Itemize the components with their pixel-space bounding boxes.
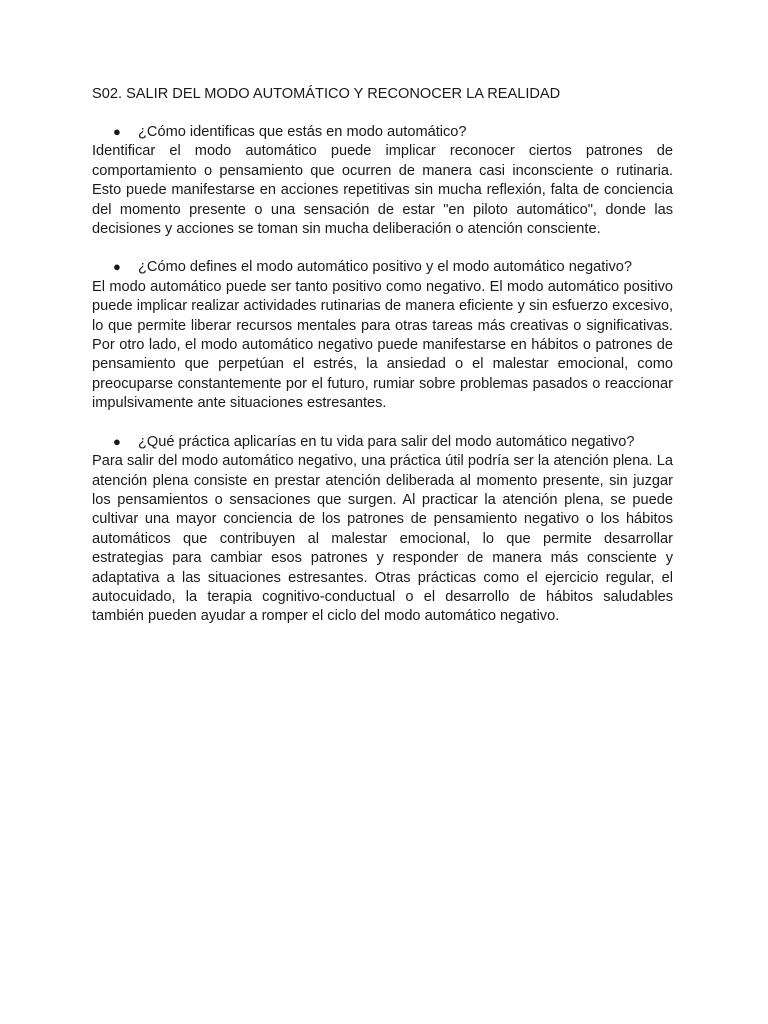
section-2 (92, 257, 673, 413)
question-1-text: ¿Cómo identificas que estás en modo automático? (138, 124, 467, 140)
bullet-icon: ● (113, 433, 121, 449)
answer-1: Identificar el modo automático puede implicar reconocer ciertos patrones de comportamiento o pensamiento que ocurren de manera casi inconsciente o rutinaria. Esto puede manifestarse en acciones repetitivas sin mucha reflexión, falta de conciencia del momento presente o una sensación de estar "en piloto automático", donde las decisiones y acciones se toman sin mucha deliberación o atención consciente. (92, 143, 673, 238)
bullet-icon: ● (113, 259, 121, 275)
question-2-text: ¿Cómo defines el modo automático positivo y el modo automático negativo? (138, 259, 633, 276)
question-2 (92, 257, 673, 277)
document-title: S02. SALIR DEL MODO AUTOMÁTICO Y RECONOCER LA REALIDAD (92, 86, 561, 102)
section-3 (92, 432, 673, 627)
bullet-icon: ● (113, 124, 121, 139)
question-1 (92, 122, 673, 142)
question-3-text: ¿Qué práctica aplicarías en tu vida para salir del modo automático negativo? (138, 433, 635, 450)
answer-3: Para salir del modo automático negativo, una práctica útil podría ser la atención plena. La atención plena consiste en prestar atención deliberada al momento presente, sin juzgar los pensamientos o sensaciones que surgen. Al practicar la atención plena, se puede cultivar una mayor conciencia de los patrones de pensamiento negativo o los hábitos automáticos que contribuyen al malestar emocional, lo que permite desarrollar estrategias para cambiar esos patrones y responder de manera más consciente y adaptativa a las situaciones estresantes. Otras prácticas como el ejercicio regular, el autocuidado, la terapia cognitivo-conductual o el desarrollo de hábitos saludables también pueden ayudar a romper el ciclo del modo automático negativo. (92, 453, 673, 625)
question-3 (92, 432, 673, 452)
section-1 (92, 122, 673, 239)
answer-2: El modo automático puede ser tanto positivo como negativo. El modo automático positivo puede implicar realizar actividades rutinarias de manera eficiente y sin esfuerzo excesivo, lo que permite liberar recursos mentales para otras tareas más creativas o significativas. Por otro lado, el modo automático negativo puede manifestarse en hábitos o patrones de pensamiento que perpetúan el estrés, la ansiedad o el malestar emocional, como preocuparse constantemente por el futuro, rumiar sobre problemas pasados o reaccionar impulsivamente ante situaciones estresantes. (92, 278, 673, 412)
document-page (92, 84, 673, 645)
